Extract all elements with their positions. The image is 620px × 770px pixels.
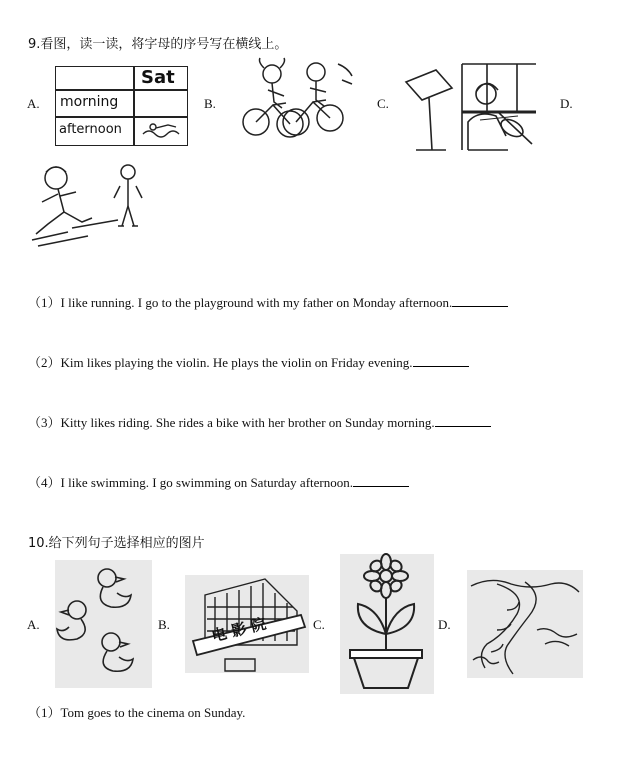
answer-blank-4[interactable] xyxy=(353,475,409,487)
option-label-a: A. xyxy=(27,96,40,111)
option-label-d: D. xyxy=(560,96,573,111)
q10-sentence-1-text: Tom goes to the cinema on Sunday. xyxy=(60,705,246,720)
q9-sentence-4 xyxy=(28,472,409,491)
q9-sentence-1-number: （1） xyxy=(28,295,61,310)
cinema-sign-text: 电 影 院 xyxy=(209,614,268,646)
option-label-c: C. xyxy=(377,96,389,111)
table-row-morning: morning xyxy=(60,94,119,110)
swimmer-icon xyxy=(141,120,181,140)
q9-sentence-2 xyxy=(28,352,469,371)
flower-pot-image xyxy=(340,554,434,694)
q9-sentence-1 xyxy=(28,292,508,311)
question-10-title: 10.给下列句子选择相应的图片 xyxy=(28,536,205,551)
q9-sentence-2-text: Kim likes playing the violin. He plays the violin on Friday evening. xyxy=(60,355,413,370)
q10-option-label-a: A. xyxy=(27,617,40,632)
river-image xyxy=(467,570,583,678)
schedule-table-image xyxy=(55,66,189,146)
table-header-sat: Sat xyxy=(141,67,175,88)
q9-sentence-3 xyxy=(28,412,491,431)
q10-sentence-1-number: （1） xyxy=(28,705,61,720)
q9-sentence-2-number: （2） xyxy=(28,355,61,370)
answer-blank-1[interactable] xyxy=(452,295,508,307)
q9-sentence-4-text: I like swimming. I go swimming on Saturday afternoon. xyxy=(60,475,353,490)
cinema-building-image xyxy=(185,575,309,673)
ducks-image xyxy=(55,560,152,688)
q9-sentence-1-text: I like running. I go to the playground with my father on Monday afternoon. xyxy=(60,295,453,310)
kids-riding-bikes-image xyxy=(238,60,356,142)
table-row-afternoon: afternoon xyxy=(59,122,122,137)
q9-sentence-3-text: Kitty likes riding. She rides a bike with her brother on Sunday morning. xyxy=(60,415,435,430)
q10-option-label-d: D. xyxy=(438,617,451,632)
q10-sentence-1 xyxy=(28,702,245,721)
option-label-b: B. xyxy=(204,96,216,111)
answer-blank-2[interactable] xyxy=(413,355,469,367)
q9-sentence-4-number: （4） xyxy=(28,475,61,490)
q9-sentence-3-number: （3） xyxy=(28,415,61,430)
question-9-title: 9.看图，读一读，将字母的序号写在横线上。 xyxy=(28,37,288,52)
boy-running-with-father-image xyxy=(28,162,156,250)
q10-option-label-c: C. xyxy=(313,617,325,632)
boy-playing-violin-image xyxy=(402,62,538,152)
answer-blank-3[interactable] xyxy=(435,415,491,427)
q10-option-label-b: B. xyxy=(158,617,170,632)
